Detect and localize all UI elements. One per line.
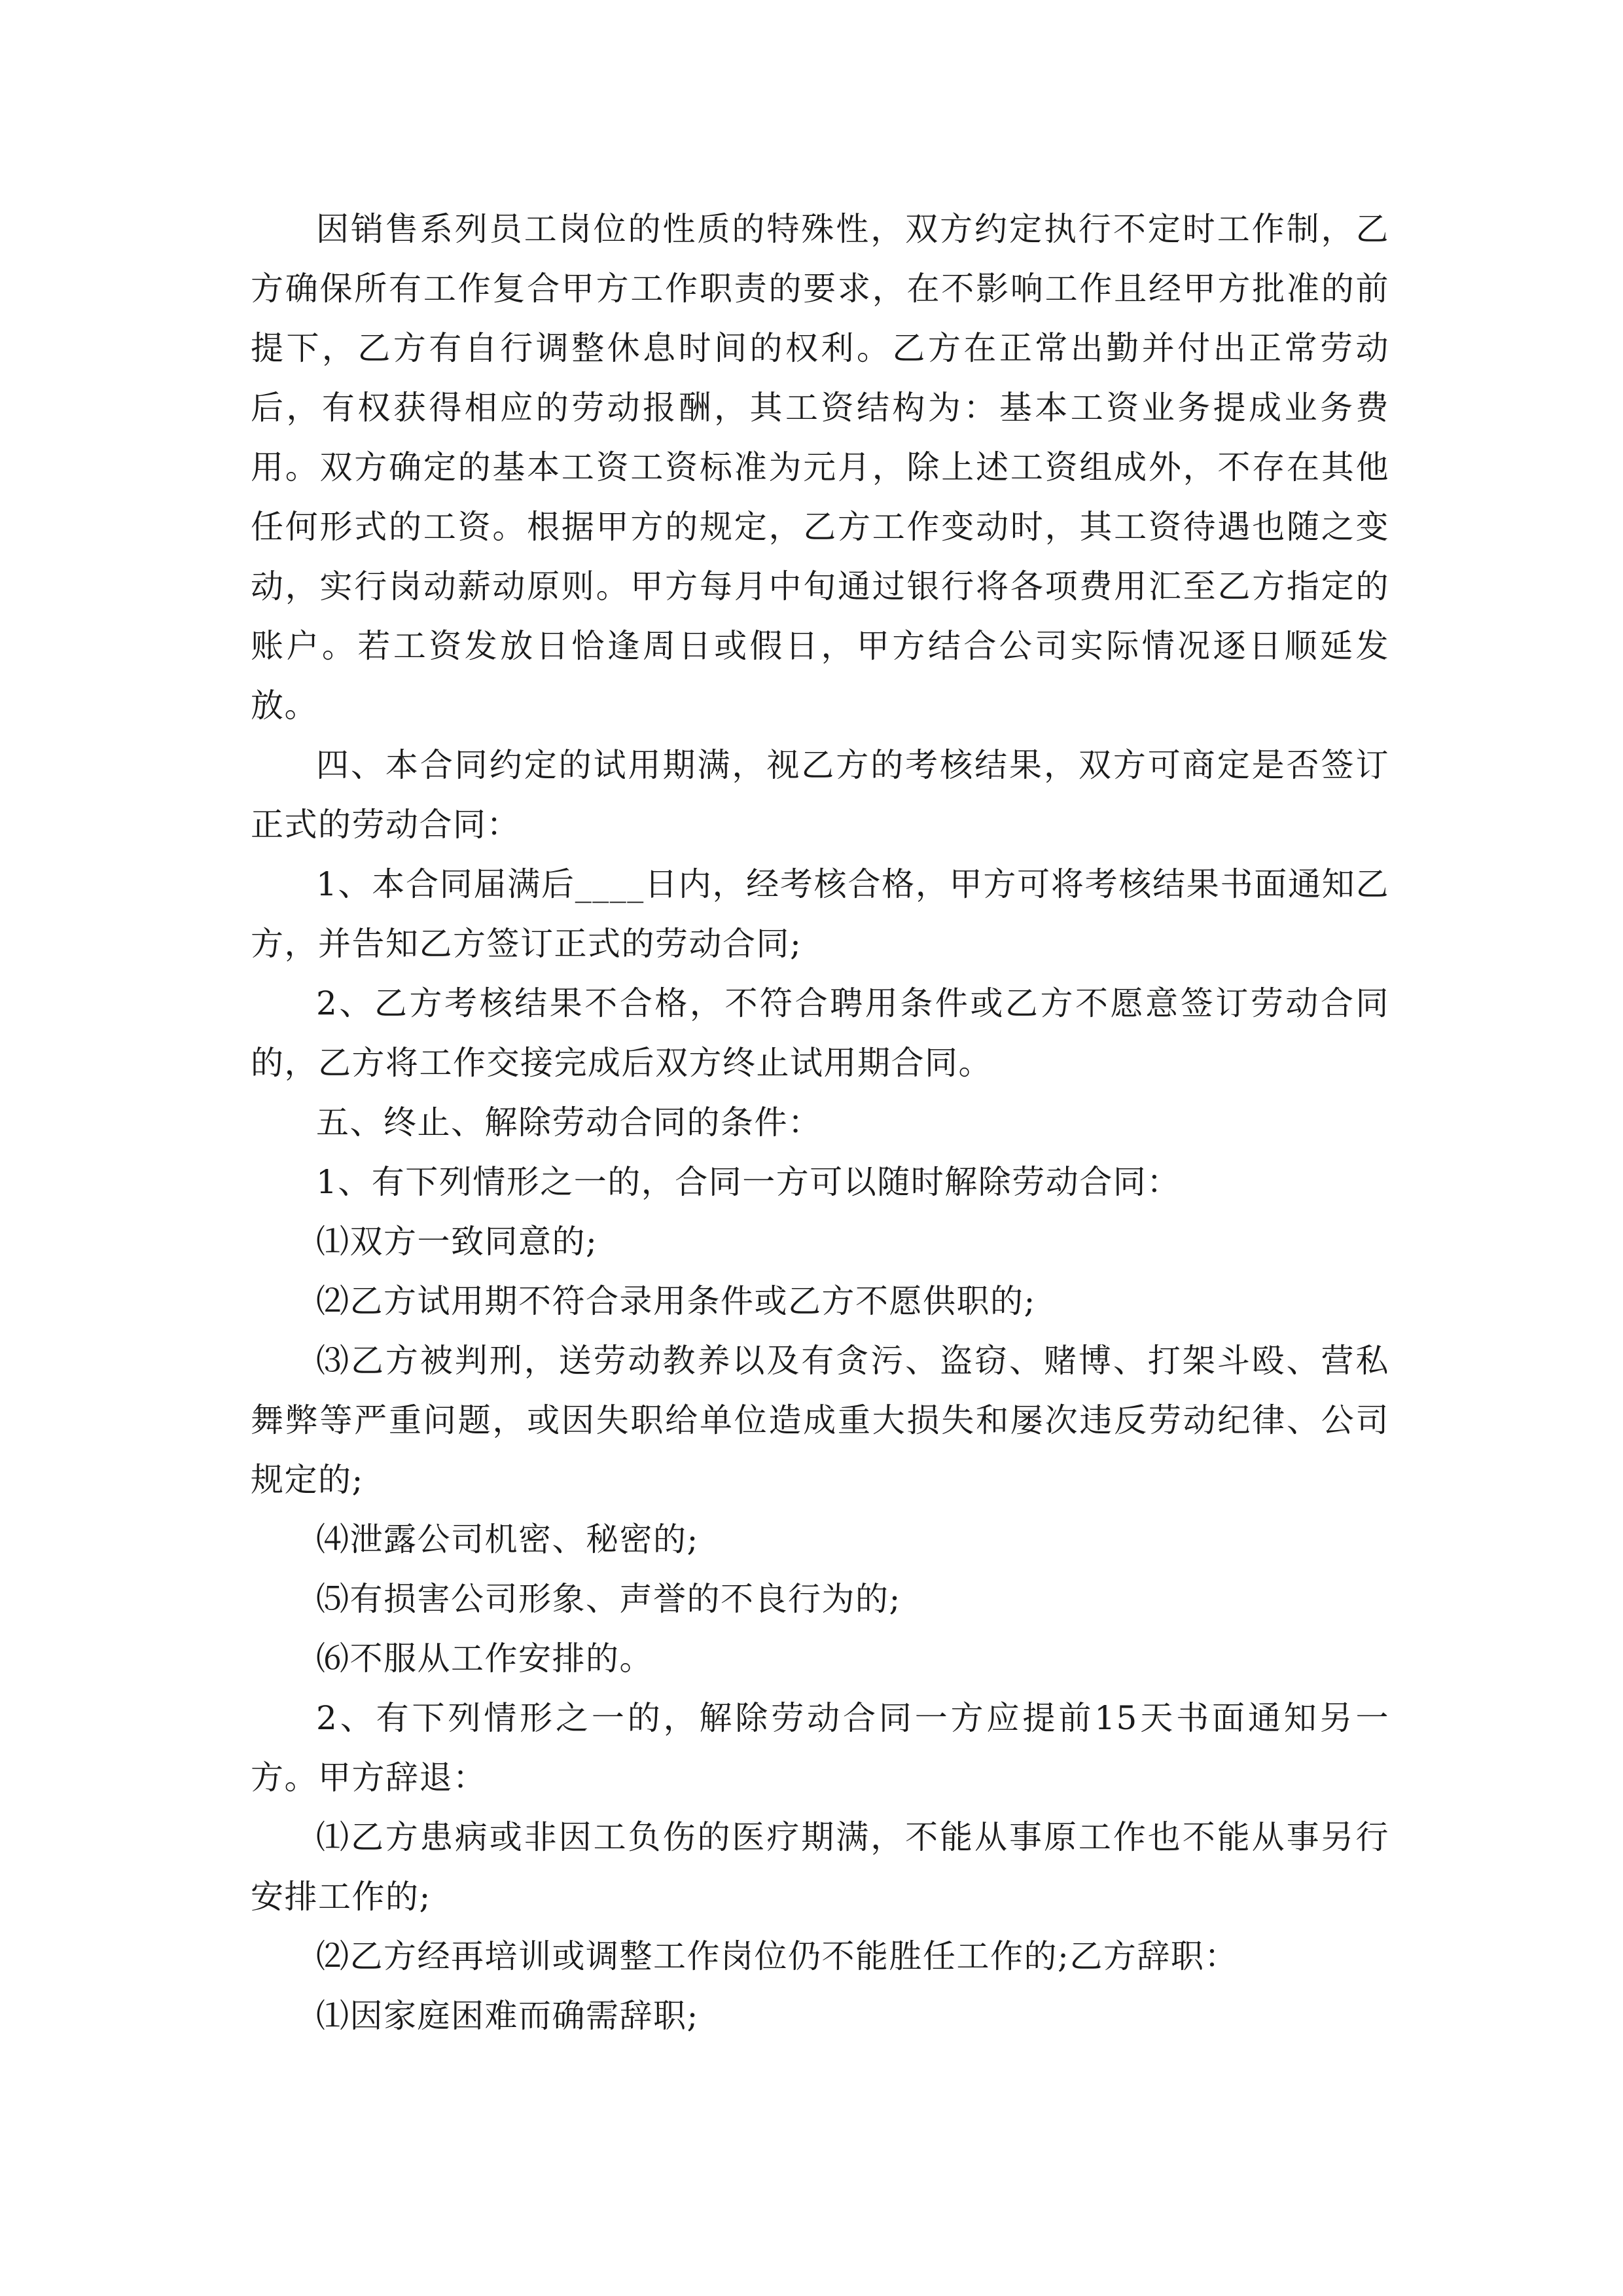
document-body	[251, 200, 1389, 2046]
paragraph-sub-item-4: ⑷泄露公司机密、秘密的;	[316, 1520, 699, 1558]
paragraph-sub-item-6: ⑹不服从工作安排的。	[316, 1640, 653, 1677]
paragraph-sub-item-3: ⑶乙方被判刑，送劳动教养以及有贪污、盗窃、赌博、打架斗殴、营私舞弊等严重问题，或因失职给单位造成重大损失和屡次违反劳动纪律、公司规定的;	[251, 1342, 1389, 1499]
paragraph-sub-item-1: ⑴双方一致同意的;	[316, 1223, 598, 1261]
paragraph-dismissal-item-1: ⑴乙方患病或非因工负伤的医疗期满，不能从事原工作也不能从事另行安排工作的;	[251, 1818, 1389, 1916]
paragraph-notice-termination: 2、有下列情形之一的，解除劳动合同一方应提前15天书面通知另一方。甲方辞退：	[251, 1699, 1389, 1797]
paragraph-item-fail: 2、乙方考核结果不合格，不符合聘用条件或乙方不愿意签订劳动合同的，乙方将工作交接完成后双方终止试用期合同。	[251, 984, 1389, 1082]
paragraph-dismissal-item-2: ⑵乙方经再培训或调整工作岗位仍不能胜任工作的;乙方辞职：	[316, 1937, 1238, 1975]
paragraph-resignation-item-1: ⑴因家庭困难而确需辞职;	[316, 1997, 699, 2035]
paragraph-salary-terms: 因销售系列员工岗位的性质的特殊性，双方约定执行不定时工作制，乙方确保所有工作复合甲方工作职责的要求，在不影响工作且经甲方批准的前提下，乙方有自行调整休息时间的权利。乙方在正常出勤并付出正常劳动后，有权获得相应的劳动报酬，其工资结构为：基本工资业务提成业务费用。双方确定的基本工资工资标准为元月，除上述工资组成外，不存在其他任何形式的工资。根据甲方的规定，乙方工作变动时，其工资待遇也随之变动，实行岗动薪动原则。甲方每月中旬通过银行将各项费用汇至乙方指定的账户。若工资发放日恰逢周日或假日，甲方结合公司实际情况逐日顺延发放。	[251, 210, 1389, 725]
paragraph-section-four: 四、本合同约定的试用期满，视乙方的考核结果，双方可商定是否签订正式的劳动合同：	[251, 746, 1389, 844]
paragraph-item-pass: 1、本合同届满后____日内，经考核合格，甲方可将考核结果书面通知乙方，并告知乙方签订正式的劳动合同;	[251, 865, 1389, 963]
paragraph-immediate-termination: 1、有下列情形之一的，合同一方可以随时解除劳动合同：	[316, 1163, 1181, 1201]
paragraph-section-five: 五、终止、解除劳动合同的条件：	[316, 1103, 822, 1141]
paragraph-sub-item-5: ⑸有损害公司形象、声誉的不良行为的;	[316, 1580, 901, 1618]
paragraph-sub-item-2: ⑵乙方试用期不符合录用条件或乙方不愿供职的;	[316, 1282, 1036, 1320]
